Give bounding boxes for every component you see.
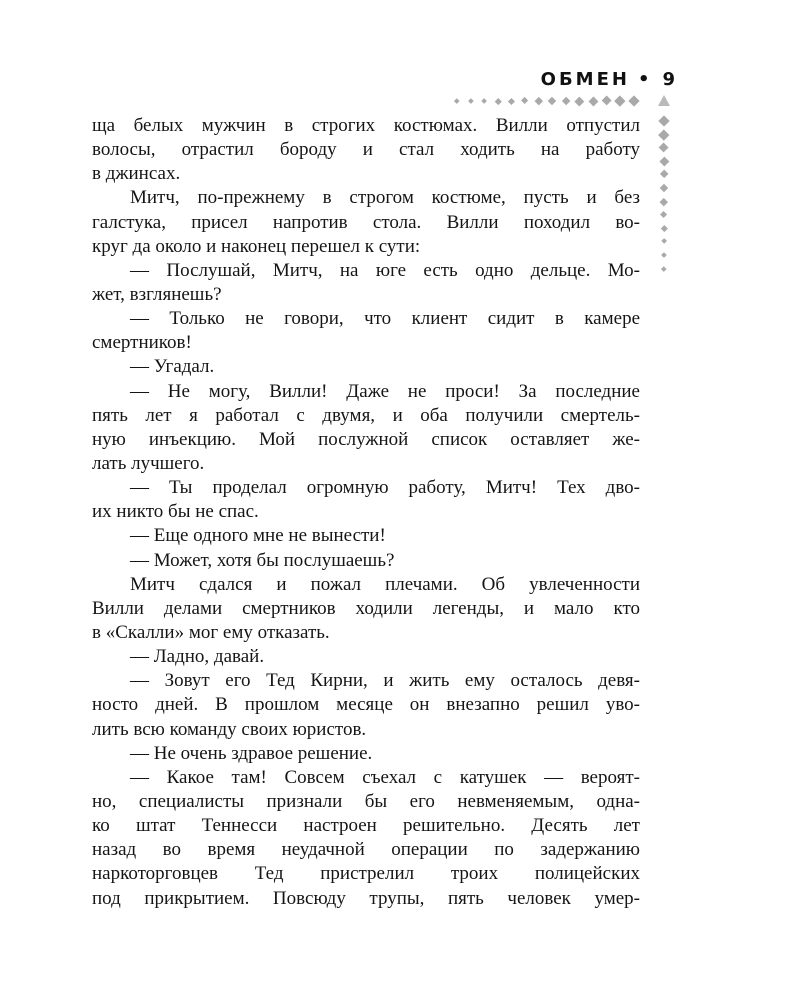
diamond-icon	[521, 97, 528, 104]
text-line: лить всю команду своих юристов.	[92, 718, 367, 740]
paragraph	[92, 549, 640, 573]
text-line: но, специалисты признали бы его невменяемым, одна-	[92, 790, 640, 812]
text-line: галстука, присел напротив стола. Вилли походил во-	[92, 211, 640, 233]
triangle-icon	[658, 95, 670, 106]
text-line: — Послушай, Митч, на юге есть одно дельце. Мо-	[130, 259, 640, 281]
diamond-icon	[481, 98, 487, 104]
paragraph	[92, 355, 640, 379]
text-line: ную инъекцию. Мой послужной список оставляет же-	[92, 428, 640, 450]
text-line: Вилли делами смертников ходили легенды, и мало кто	[92, 597, 640, 619]
paragraph	[92, 573, 640, 645]
text-line: Митч, по-прежнему в строгом костюме, пусть и без	[130, 187, 640, 209]
page-number: 9	[662, 69, 678, 90]
diamond-icon	[660, 184, 668, 192]
paragraph	[92, 524, 640, 548]
diamond-icon	[661, 239, 667, 245]
text-line: — Какое там! Совсем съехал с катушек — вероят-	[130, 766, 640, 788]
diamond-icon	[615, 96, 626, 107]
text-line: пять лет я работал с двумя, и оба получили смертель-	[92, 404, 640, 426]
diamond-icon	[508, 98, 515, 105]
text-line: волосы, отрастил бороду и стал ходить на работу	[92, 139, 640, 161]
diamond-icon	[535, 97, 543, 105]
diamond-icon	[660, 197, 668, 205]
paragraph	[92, 380, 640, 477]
diamond-icon	[628, 95, 639, 106]
paragraph-continued	[92, 114, 640, 186]
text-line: — Ладно, давай.	[130, 646, 265, 668]
diamond-icon	[658, 115, 669, 126]
text-line: наркоторговцев Тед пристрелил троих полицейских	[92, 863, 640, 885]
body-text	[92, 114, 640, 911]
diamond-icon	[601, 96, 611, 106]
diamond-icon	[659, 129, 670, 140]
diamond-icon	[659, 156, 669, 166]
text-line: под прикрытием. Повсюду трупы, пять человек умер-	[92, 887, 640, 909]
text-line: ща белых мужчин в строгих костюмах. Вилли отпустил	[92, 115, 640, 136]
text-line: — Угадал.	[130, 356, 215, 378]
paragraph	[92, 669, 640, 741]
text-line: — Ты проделал огромную работу, Митч! Тех дво-	[130, 477, 640, 499]
running-head	[541, 68, 678, 92]
paragraph	[92, 307, 640, 355]
text-line: — Только не говори, что клиент сидит в камере	[130, 308, 640, 330]
diamond-icon	[659, 170, 668, 179]
diamond-icon	[495, 98, 501, 104]
text-line: — Зовут его Тед Кирни, и жить ему осталось девя-	[130, 670, 640, 692]
text-line: — Не могу, Вилли! Даже не проси! За последние	[130, 380, 640, 402]
diamond-icon	[588, 96, 598, 106]
diamond-icon	[561, 97, 570, 106]
diamond-icon	[455, 99, 460, 104]
paragraph	[92, 645, 640, 669]
diamond-icon	[661, 225, 668, 232]
paragraph	[92, 259, 640, 307]
text-line: смертников!	[92, 332, 192, 354]
diamond-icon	[468, 98, 473, 103]
text-line: в джинсах.	[92, 163, 181, 185]
text-line: — Не очень здравое решение.	[130, 742, 373, 764]
header-bullet: •	[637, 69, 653, 90]
text-line: жет, взглянешь?	[92, 283, 222, 305]
text-line: ко штат Теннесси настроен решительно. Десять лет	[92, 815, 640, 837]
text-line: — Может, хотя бы послушаешь?	[130, 549, 395, 571]
text-line: носто дней. В прошлом месяце он внезапно решил уво-	[92, 694, 640, 716]
diamond-icon	[661, 252, 667, 258]
text-line: — Еще одного мне не вынести!	[130, 525, 386, 547]
book-title: ОБМЕН	[540, 69, 630, 90]
text-line: в «Скалли» мог ему отказать.	[92, 621, 330, 643]
paragraph	[92, 186, 640, 258]
paragraph	[92, 476, 640, 524]
text-line: Митч сдался и пожал плечами. Об увлеченности	[130, 573, 640, 595]
diamond-icon	[575, 96, 584, 105]
paragraph	[92, 766, 640, 911]
text-line: назад во время неудачной операции по задержанию	[92, 839, 640, 861]
diamond-icon	[659, 143, 669, 153]
text-line: лать лучшего.	[92, 452, 205, 474]
diamond-icon	[660, 211, 667, 218]
text-line: круг да около и наконец перешел к сути:	[92, 235, 421, 257]
text-line: их никто бы не спас.	[92, 501, 259, 523]
paragraph	[92, 742, 640, 766]
diamond-icon	[662, 266, 667, 271]
diamond-icon	[548, 97, 556, 105]
